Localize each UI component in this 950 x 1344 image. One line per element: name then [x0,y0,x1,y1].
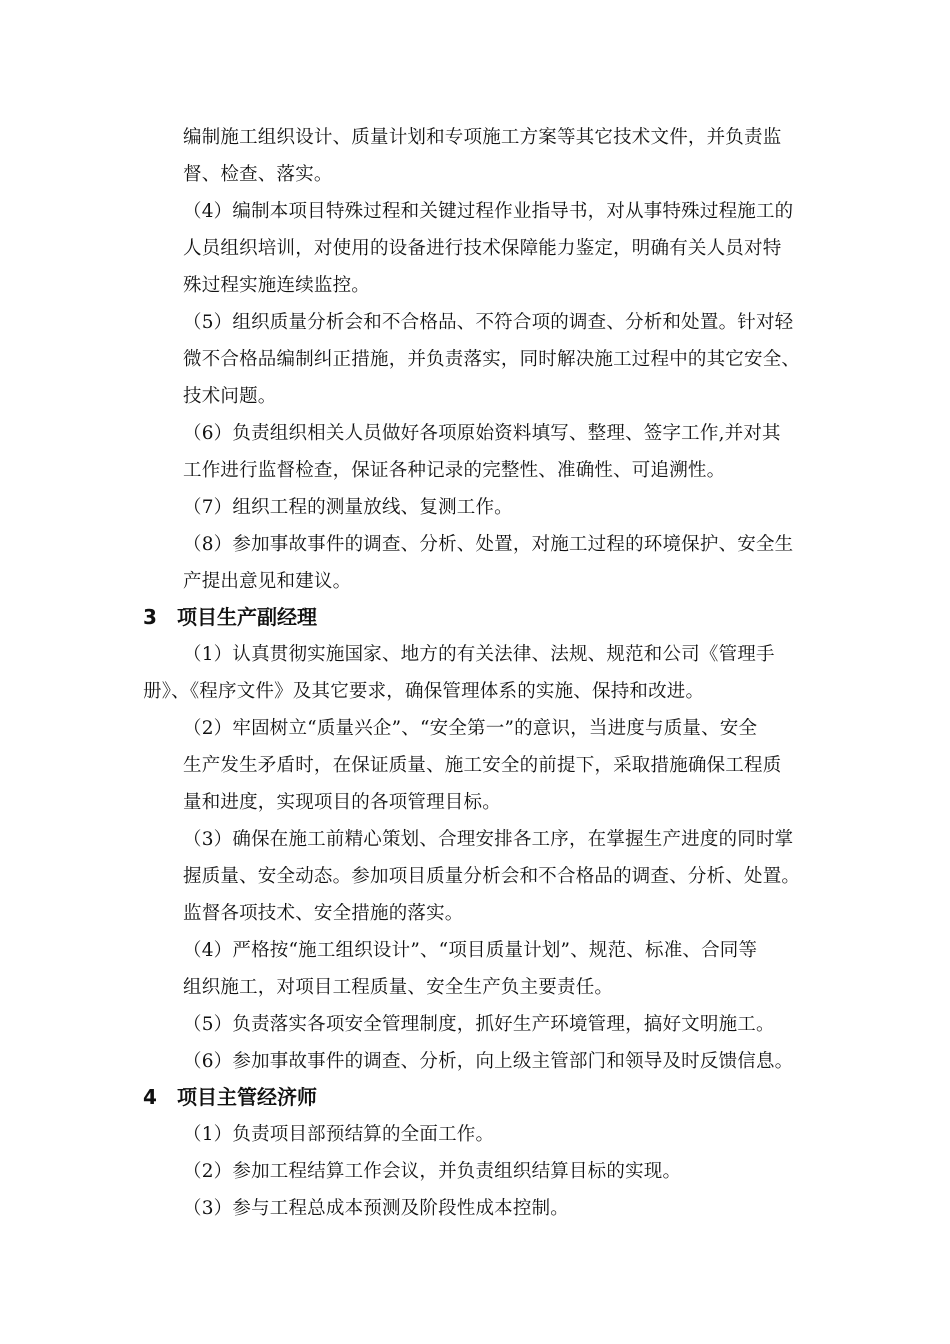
paragraph-line: 工作进行监督检查，保证各种记录的完整性、准确性、可追溯性。 [183,460,726,481]
paragraph-line: 编制施工组织设计、质量计划和专项施工方案等其它技术文件，并负责监 [183,127,782,148]
paragraph-line: 技术问题。 [183,386,277,407]
paragraph-line: （4）严格按“施工组织设计”、“项目质量计划”、规范、标准、合同等 [183,940,758,961]
paragraph-line: （3）确保在施工前精心策划、合理安排各工序，在掌握生产进度的同时掌 [183,829,794,850]
paragraph-line: （5）负责落实各项安全管理制度，抓好生产环境管理，搞好文明施工。 [183,1014,775,1035]
paragraph-line: （3）参与工程总成本预测及阶段性成本控制。 [183,1198,569,1219]
section-number: 3 [143,605,157,629]
section-number: 4 [143,1085,157,1109]
paragraph-line: （6）负责组织相关人员做好各项原始资料填写、整理、签字工作,并对其 [183,423,781,444]
paragraph-line: （2）牢固树立“质量兴企”、“安全第一”的意识，当进度与质量、安全 [183,718,758,739]
section-title: 项目生产副经理 [177,605,317,629]
paragraph-line: 组织施工，对项目工程质量、安全生产负主要责任。 [183,977,614,998]
paragraph-line: 量和进度，实现项目的各项管理目标。 [183,792,501,813]
paragraph-line: （1）认真贯彻实施国家、地方的有关法律、法规、规范和公司《管理手 [183,644,775,665]
paragraph-line: 监督各项技术、安全措施的落实。 [183,903,464,924]
paragraph-line: 生产发生矛盾时，在保证质量、施工安全的前提下，采取措施确保工程质 [183,755,782,776]
paragraph-line: 人员组织培训，对使用的设备进行技术保障能力鉴定，明确有关人员对特 [183,238,782,259]
paragraph-line: （6）参加事故事件的调查、分析，向上级主管部门和领导及时反馈信息。 [183,1051,794,1072]
paragraph-line: （4）编制本项目特殊过程和关键过程作业指导书，对从事特殊过程施工的 [183,201,794,222]
section-heading-3 [143,603,317,631]
paragraph-line: （8）参加事故事件的调查、分析、处置，对施工过程的环境保护、安全生 [183,534,794,555]
paragraph-line: 微不合格品编制纠正措施，并负责落实，同时解决施工过程中的其它安全、 [183,349,801,370]
section-heading-4 [143,1083,317,1111]
paragraph-line: 产提出意见和建议。 [183,571,352,592]
paragraph-line: （1）负责项目部预结算的全面工作。 [183,1124,495,1145]
paragraph-line: 册》、《程序文件》及其它要求，确保管理体系的实施、保持和改进。 [143,681,705,702]
paragraph-line: 殊过程实施连续监控。 [183,275,371,296]
paragraph-line: （5）组织质量分析会和不合格品、不符合项的调查、分析和处置。针对轻 [183,312,794,333]
paragraph-line: （7）组织工程的测量放线、复测工作。 [183,497,513,518]
paragraph-line: 督、检查、落实。 [183,164,333,185]
section-title: 项目主管经济师 [177,1085,317,1109]
paragraph-line: 握质量、安全动态。参加项目质量分析会和不合格品的调查、分析、处置。 [183,866,801,887]
paragraph-line: （2）参加工程结算工作会议，并负责组织结算目标的实现。 [183,1161,682,1182]
